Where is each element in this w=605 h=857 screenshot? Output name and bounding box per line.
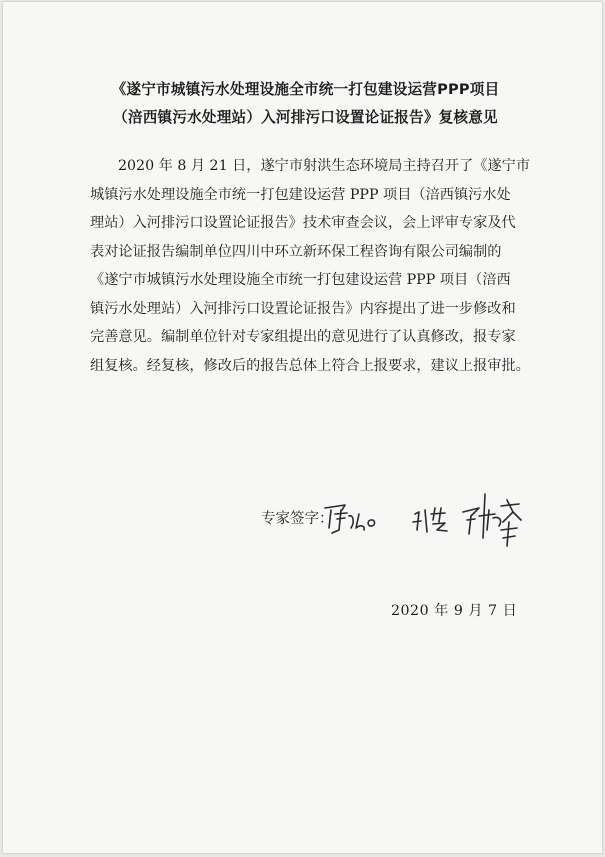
body-line: 镇污水处理站）入河排污口设置论证报告》内容提出了进一步修改和 [90,300,516,317]
document-title [3,76,602,132]
signature-label: 专家签字： [261,511,334,527]
document-page [3,2,602,853]
body-line: 组复核。经复核，修改后的报告总体上符合上报要求，建议上报审批。 [90,357,530,374]
signature-2 [413,508,447,532]
body-line: 2020 年 8 月 21 日，遂宁市射洪生态环境局主持召开了《遂宁市 [118,158,531,174]
expert-signatures [323,486,558,556]
body-line: 表对论证报告编制单位四川中环立新环保工程咨询有限公司编制的 [90,243,502,260]
body-line: 完善意见。编制单位针对专家组提出的意见进行了认真修改，报专家 [90,329,516,345]
title-line-2: （涪西镇污水处理站）入河排污口设置论证报告》复核意见 [113,109,498,126]
signature-3 [463,494,521,546]
body-line: 城镇污水处理设施全市统一打包建设运营 PPP 项目（涪西镇污水处 [90,186,511,203]
document-date: 2020 年 9 月 7 日 [391,603,518,619]
document-body [90,152,531,380]
body-line: 《遂宁市城镇污水处理设施全市统一打包建设运营 PPP 项目（涪西 [90,272,511,288]
signature-1 [325,505,375,533]
title-line-1: 《遂宁市城镇污水处理设施全市统一打包建设运营PPP项目 [111,81,500,98]
body-line: 理站）入河排污口设置论证报告》技术审查会议，会上评审专家及代 [90,215,516,231]
